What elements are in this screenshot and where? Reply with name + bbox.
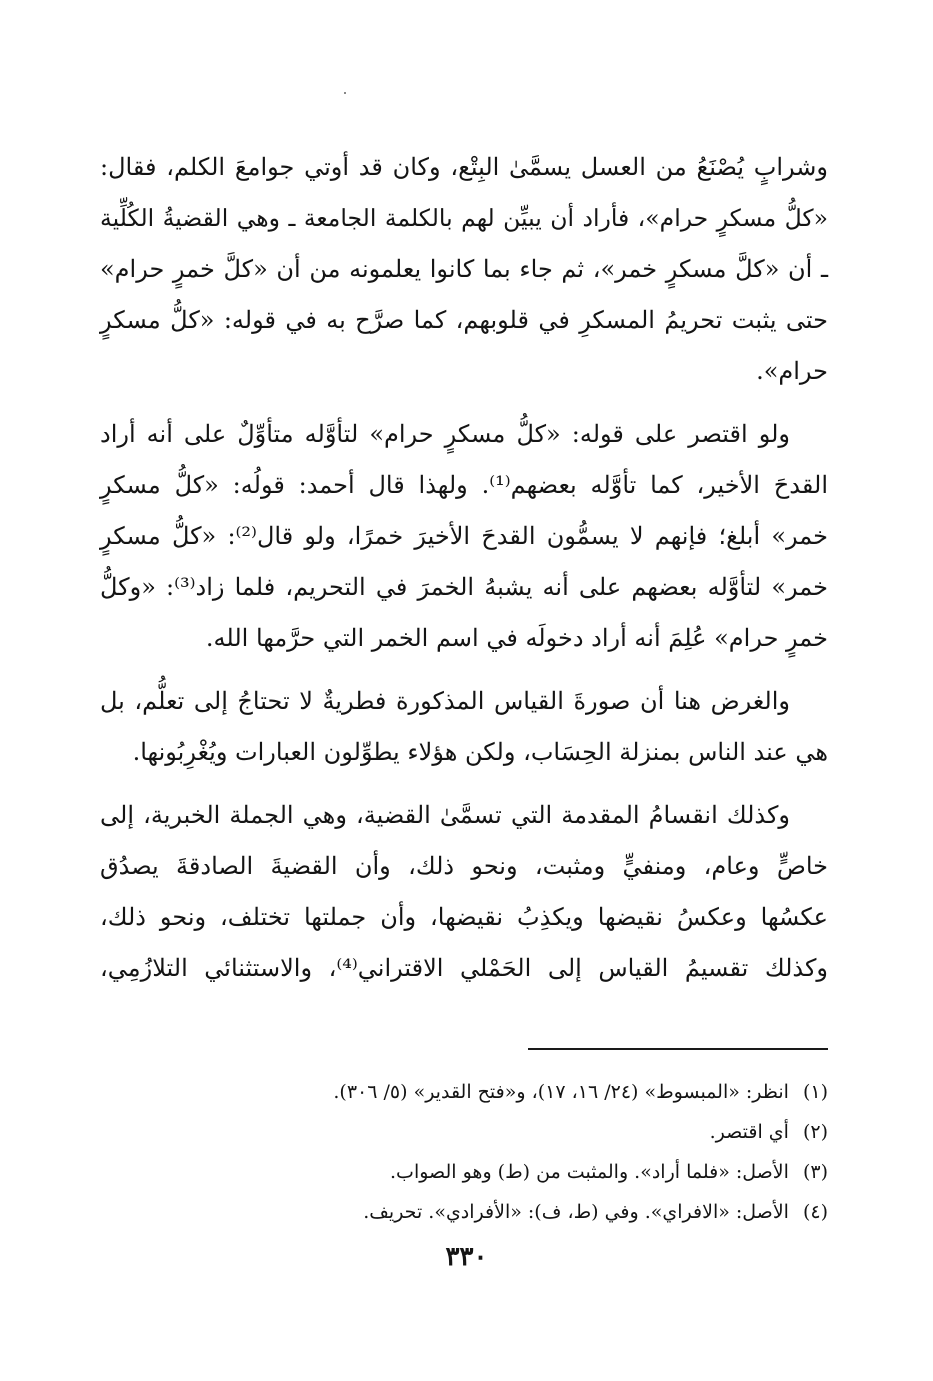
main-text bbox=[100, 142, 828, 994]
text-line: حتى يثبت تحريمُ المسكرِ في قلوبهم، كما صرَّح به في قوله: «كلُّ مسكرٍ bbox=[100, 306, 828, 334]
text-line: ولو اقتصر على قوله: «كلُّ مسكرٍ حرام» لتأوَّله متأوِّلٌ على أنه أراد bbox=[100, 420, 790, 448]
text-line: والغرض هنا أن صورةَ القياس المذكورة فطريةٌ لا تحتاجُ إلى تعلُّم، بل bbox=[100, 687, 790, 715]
paragraph-4 bbox=[100, 790, 828, 994]
text-line: خاصٍّ وعام، ومنفيٍّ ومثبت، ونحو ذلك، وأن القضيةَ الصادقةَ يصدُق bbox=[100, 852, 828, 880]
footnote-text: انظر: «المبسوط» (٢٤/ ١٦، ١٧)، و«فتح القدير» (٥/ ٣٠٦). bbox=[333, 1081, 789, 1103]
footnote-2 bbox=[240, 1112, 828, 1152]
text-line: خمر» أبلغ؛ فإنهم لا يسمُّون القدحَ الأخيرَ خمرًا، ولو قال⁽²⁾: «كلُّ مسكرٍ bbox=[100, 522, 828, 550]
footnote-number: (١) bbox=[802, 1081, 828, 1103]
text-line: خمرٍ حرام» عُلِمَ أنه أراد دخولَه في اسم الخمر التي حرَّمها الله. bbox=[205, 624, 828, 652]
footnote-1 bbox=[240, 1072, 828, 1112]
footnote-text: أي اقتصر. bbox=[709, 1121, 789, 1143]
footnote-number: (٣) bbox=[802, 1161, 828, 1183]
scan-speck bbox=[344, 92, 346, 94]
paragraph-3 bbox=[100, 676, 828, 778]
text-line: هي عند الناس بمنزلة الحِسَاب، ولكن هؤلاء يطوِّلون العبارات ويُغْرِبُونها. bbox=[132, 738, 828, 766]
text-line: وشرابٍ يُصْنَعُ من العسل يسمَّىٰ البِتْع، وكان قد أوتي جوامعَ الكلم، فقال: bbox=[100, 153, 828, 181]
text-line: ـ أن «كلَّ مسكرٍ خمر»، ثم جاء بما كانوا يعلمونه من أن «كلَّ خمرٍ حرام» bbox=[100, 255, 828, 283]
footnote-4 bbox=[240, 1192, 828, 1232]
text-line: وكذلك انقسامُ المقدمة التي تسمَّىٰ القضية، وهي الجملة الخبرية، إلى bbox=[100, 801, 790, 829]
footnote-text: الأصل: «الافراي». وفي (ط، ف): «الأفرادي». تحريف. bbox=[363, 1201, 789, 1223]
paragraph-2 bbox=[100, 409, 828, 664]
paragraph-1 bbox=[100, 142, 828, 397]
text-line: عكسُها وعكسُ نقيضها ويكذِبُ نقيضها، وأن جملتها تختلف، ونحو ذلك، bbox=[100, 903, 828, 931]
footnote-3 bbox=[240, 1152, 828, 1192]
text-line: خمر» لتأوَّله بعضهم على أنه يشبهُ الخمرَ في التحريم، فلما زاد⁽³⁾: «وكلُّ bbox=[100, 573, 828, 601]
text-line: «كلُّ مسكرٍ حرام»، فأراد أن يبيِّن لهم بالكلمة الجامعة ـ وهي القضيةُ الكُلِّية bbox=[100, 204, 828, 232]
footnotes bbox=[240, 1072, 828, 1232]
text-line: وكذلك تقسيمُ القياس إلى الحَمْلي الاقتراني⁽⁴⁾، والاستثنائي التلازُمِي، bbox=[100, 954, 828, 982]
text-line: حرام». bbox=[756, 357, 828, 385]
footnote-text: الأصل: «فلما أراد». والمثبت من (ط) وهو الصواب. bbox=[390, 1161, 789, 1183]
page-number: ٣٣٠ bbox=[445, 1242, 488, 1272]
footnote-number: (٢) bbox=[802, 1121, 828, 1143]
footnote-separator bbox=[528, 1048, 828, 1050]
text-line: القدحَ الأخير، كما تأوَّله بعضهم⁽¹⁾. ولهذا قال أحمد: قولُه: «كلُّ مسكرٍ bbox=[100, 471, 828, 499]
footnote-number: (٤) bbox=[802, 1201, 828, 1223]
